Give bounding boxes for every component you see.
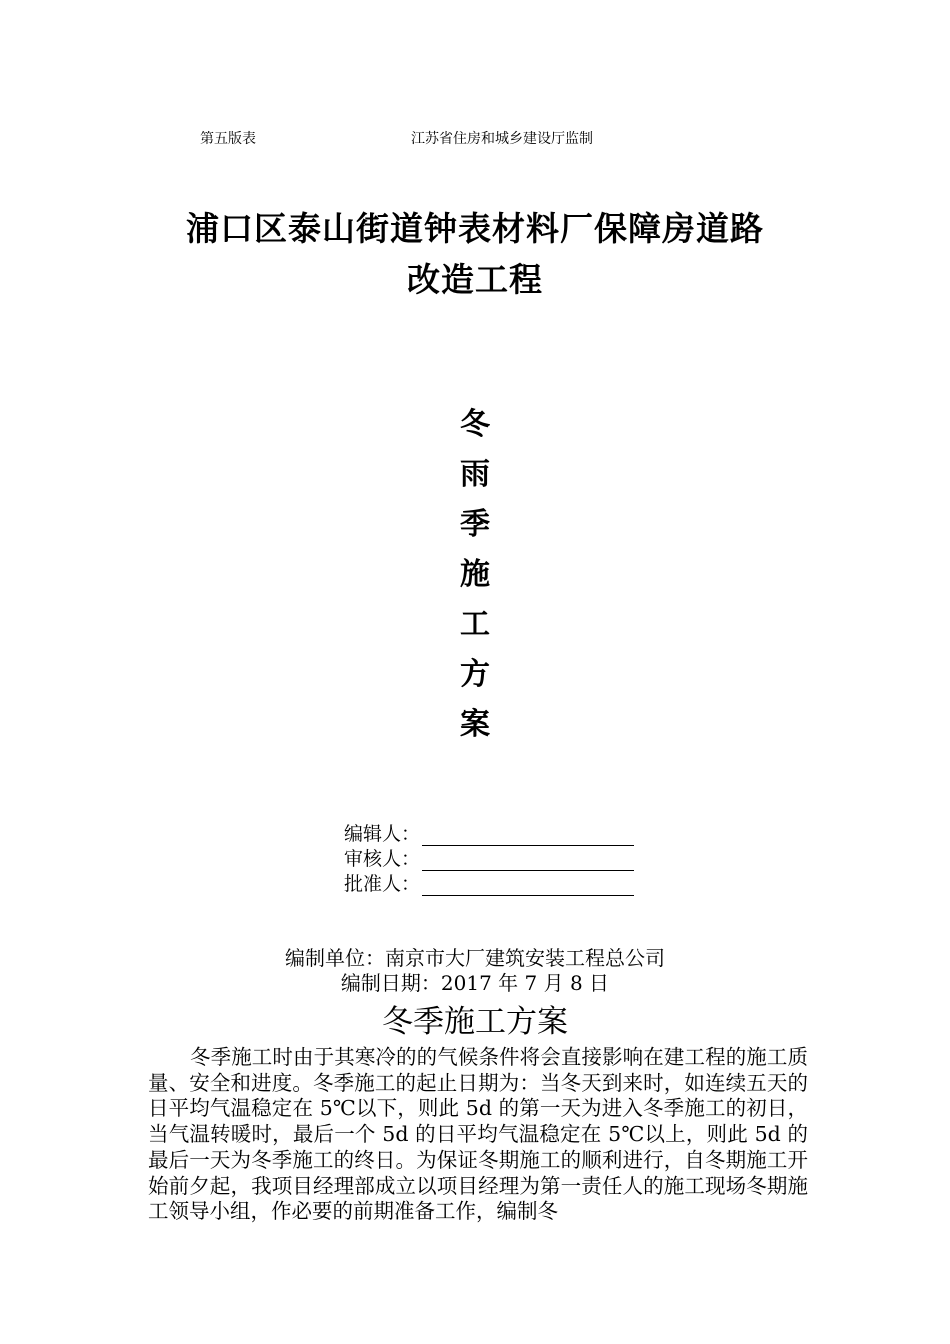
vertical-title-char: 冬 [460, 407, 490, 442]
section-title: 冬季施工方案 [382, 1004, 568, 1040]
vertical-title-char: 工 [460, 607, 490, 642]
editor-signature-line[interactable] [422, 827, 634, 846]
vertical-title-char: 季 [460, 507, 490, 542]
editor-label: 编辑人： [344, 823, 421, 845]
approver-signature-line[interactable] [422, 877, 634, 896]
supervisor-label: 江苏省住房和城乡建设厅监制 [411, 131, 593, 147]
vertical-title-char: 施 [460, 557, 490, 592]
approver-label: 批准人： [344, 873, 421, 895]
form-version-label: 第五版表 [200, 131, 256, 147]
editor-row [344, 822, 634, 846]
section-paragraph: 冬季施工时由于其寒冷的的气候条件将会直接影响在建工程的施工质量、安全和进度。冬季施工的起止日期为：当冬天到来时，如连续五天的日平均气温稳定在 5℃以下，则此 5d 的第一天为进入冬季施工的初日，当气温转暖时，最后一个 5d 的日平均气温稳定在 5℃以上，则此 5d 的最后一天为冬季施工的终日。为保证冬期施工的顺利进行，自冬期施工开始前夕起，我项目经理部成立以项目经理为第一责任人的施工现场冬期施工领导小组，作必要的前期准备工作，编制冬 [148, 1045, 808, 1224]
project-title-line1: 浦口区泰山街道钟表材料厂保障房道路 [186, 209, 764, 248]
vertical-title-char: 案 [460, 707, 490, 742]
project-title-line2: 改造工程 [407, 260, 543, 299]
vertical-title-char: 方 [460, 657, 490, 692]
approver-row [344, 872, 634, 896]
reviewer-label: 审核人： [344, 848, 421, 870]
reviewer-signature-line[interactable] [422, 852, 634, 871]
reviewer-row [344, 847, 634, 871]
vertical-title-char: 雨 [460, 457, 490, 492]
compile-unit: 编制单位：南京市大厂建筑安装工程总公司 [285, 946, 665, 970]
compile-date: 编制日期：2017 年 7 月 8 日 [340, 971, 610, 995]
